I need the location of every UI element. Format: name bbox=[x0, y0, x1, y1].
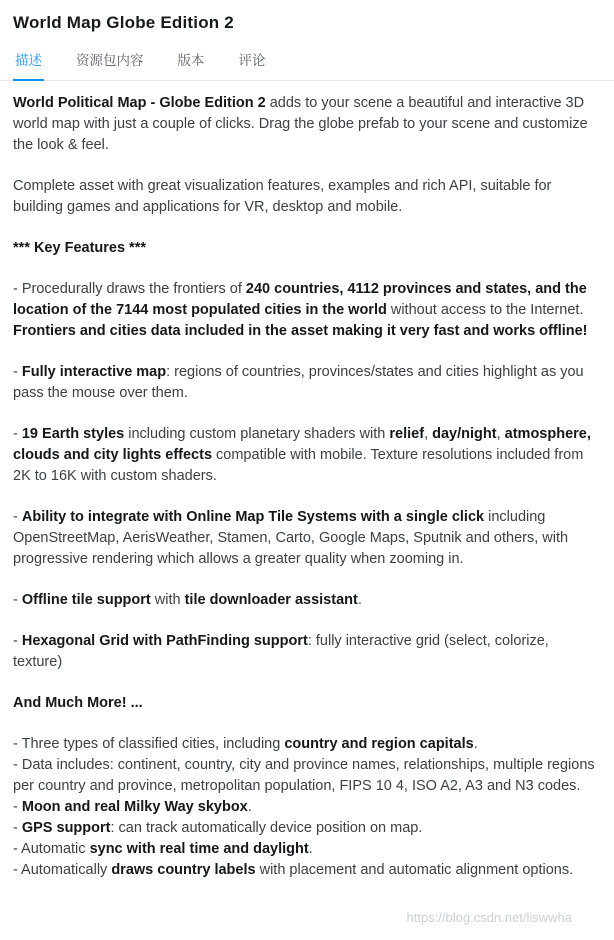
description-content bbox=[13, 81, 601, 881]
description-paragraph: - Offline tile support with tile downloader assistant. bbox=[13, 592, 362, 608]
description-paragraph: - 19 Earth styles including custom planetary shaders with relief, day/night, atmosphere, clouds and city lights effects compatible with mobile. Texture resolutions included from 2K to 16K with custom shaders. bbox=[13, 426, 591, 484]
watermark: https://blog.csdn.net/liswwha bbox=[406, 910, 572, 925]
description-paragraph: And Much More! ... bbox=[13, 695, 143, 711]
tab-package-content[interactable]: 资源包内容 bbox=[76, 53, 144, 68]
page-title: World Map Globe Edition 2 bbox=[13, 13, 234, 32]
description-paragraph: Complete asset with great visualization features, examples and rich API, suitable for building games and applications for VR, desktop and mobile. bbox=[13, 178, 552, 215]
description-paragraph: - Procedurally draws the frontiers of 240 countries, 4112 provinces and states, and the location of the 7144 most populated cities in the world without access to the Internet. Frontiers and cities data included in the asset making it very fast and works offline! bbox=[13, 281, 588, 339]
description-paragraph: - Ability to integrate with Online Map Tile Systems with a single click including OpenStreetMap, AerisWeather, Stamen, Carto, Google Maps, Sputnik and others, with progressive rendering which allows a greater quality when zooming in. bbox=[13, 509, 569, 567]
tab-description[interactable]: 描述 bbox=[13, 41, 44, 80]
tab-bar bbox=[0, 41, 614, 81]
tab-versions[interactable]: 版本 bbox=[177, 53, 205, 68]
description-paragraph: - Automatic sync with real time and daylight. bbox=[13, 841, 313, 857]
description-paragraph: - Data includes: continent, country, city and province names, relationships, multiple regions per country and province, metropolitan population, FIPS 10 4, ISO A2, A3 and N3 codes. bbox=[13, 757, 595, 794]
tab-reviews[interactable]: 评论 bbox=[238, 53, 266, 68]
asset-description-page bbox=[0, 13, 614, 881]
description-paragraph: - Fully interactive map: regions of countries, provinces/states and cities highlight as you pass the mouse over them. bbox=[13, 364, 584, 401]
description-paragraph: - Automatically draws country labels with placement and automatic alignment options. bbox=[13, 862, 574, 878]
description-paragraph: - Moon and real Milky Way skybox. bbox=[13, 799, 252, 815]
description-paragraph: World Political Map - Globe Edition 2 adds to your scene a beautiful and interactive 3D world map with just a couple of clicks. Drag the globe prefab to your scene and customize the look & feel. bbox=[13, 95, 588, 153]
description-paragraph: - Three types of classified cities, including country and region capitals. bbox=[13, 736, 478, 752]
description-paragraph: *** Key Features *** bbox=[13, 240, 146, 256]
description-paragraph: - GPS support: can track automatically device position on map. bbox=[13, 820, 423, 836]
description-paragraph: - Hexagonal Grid with PathFinding support: fully interactive grid (select, colorize, texture) bbox=[13, 633, 549, 670]
